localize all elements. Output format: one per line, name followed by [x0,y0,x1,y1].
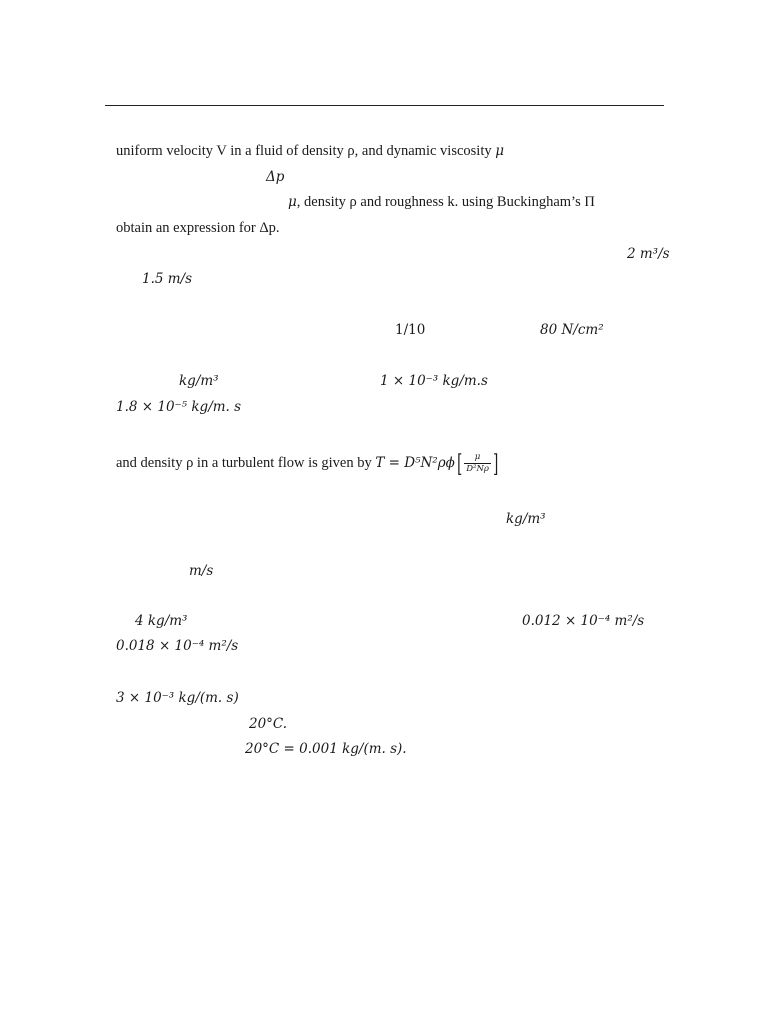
fraction-denominator: D²Nρ [466,464,489,475]
line-1-text: uniform velocity V in a fluid of density ρ, and dynamic viscosity [116,143,496,159]
text-line-3 [288,193,595,211]
delta-p-symbol: Δp [266,169,285,185]
flow-rate-value: 2 m³/s [627,246,670,262]
kinematic-viscosity-1: 0.012 × 10⁻⁴ m²/s [522,613,645,629]
header-rule [105,105,664,106]
viscosity-value-2: 1.8 × 10⁻⁵ kg/m. s [116,399,242,415]
velocity-unit: m/s [189,563,214,579]
pressure-value: 80 N/cm² [540,322,604,338]
viscosity-value-1: 1 × 10⁻³ kg/m.s [380,373,488,389]
kinematic-viscosity-2: 0.018 × 10⁻⁴ m²/s [116,638,239,654]
line-1-mu: μ [495,143,504,159]
temperature-1: 20°C. [249,716,288,732]
thrust-fraction [464,453,491,474]
thrust-formula: T = D⁵N²ρϕ [375,455,455,471]
text-line-10 [116,450,500,476]
left-bracket: [ [456,449,463,478]
text-line-1 [116,142,504,160]
line-3-mu: μ [288,194,297,210]
temperature-viscosity: 20°C = 0.001 kg/(m. s). [245,741,407,757]
viscosity-value-3: 3 × 10⁻³ kg/(m. s) [116,690,239,706]
line-3-text: , density ρ and roughness k. using Buckingham’s Π [296,194,595,210]
fraction-numerator: μ [464,453,491,464]
density-value: 4 kg/m³ [135,613,188,629]
right-bracket: ] [493,449,499,478]
scale-ratio: 1/10 [395,322,426,338]
velocity-value: 1.5 m/s [142,271,193,287]
density-unit-2: kg/m³ [506,511,546,527]
text-line-4: obtain an expression for Δp. [116,220,280,236]
line-10-text: and density ρ in a turbulent flow is given by [116,455,376,471]
density-unit-1: kg/m³ [179,373,219,389]
